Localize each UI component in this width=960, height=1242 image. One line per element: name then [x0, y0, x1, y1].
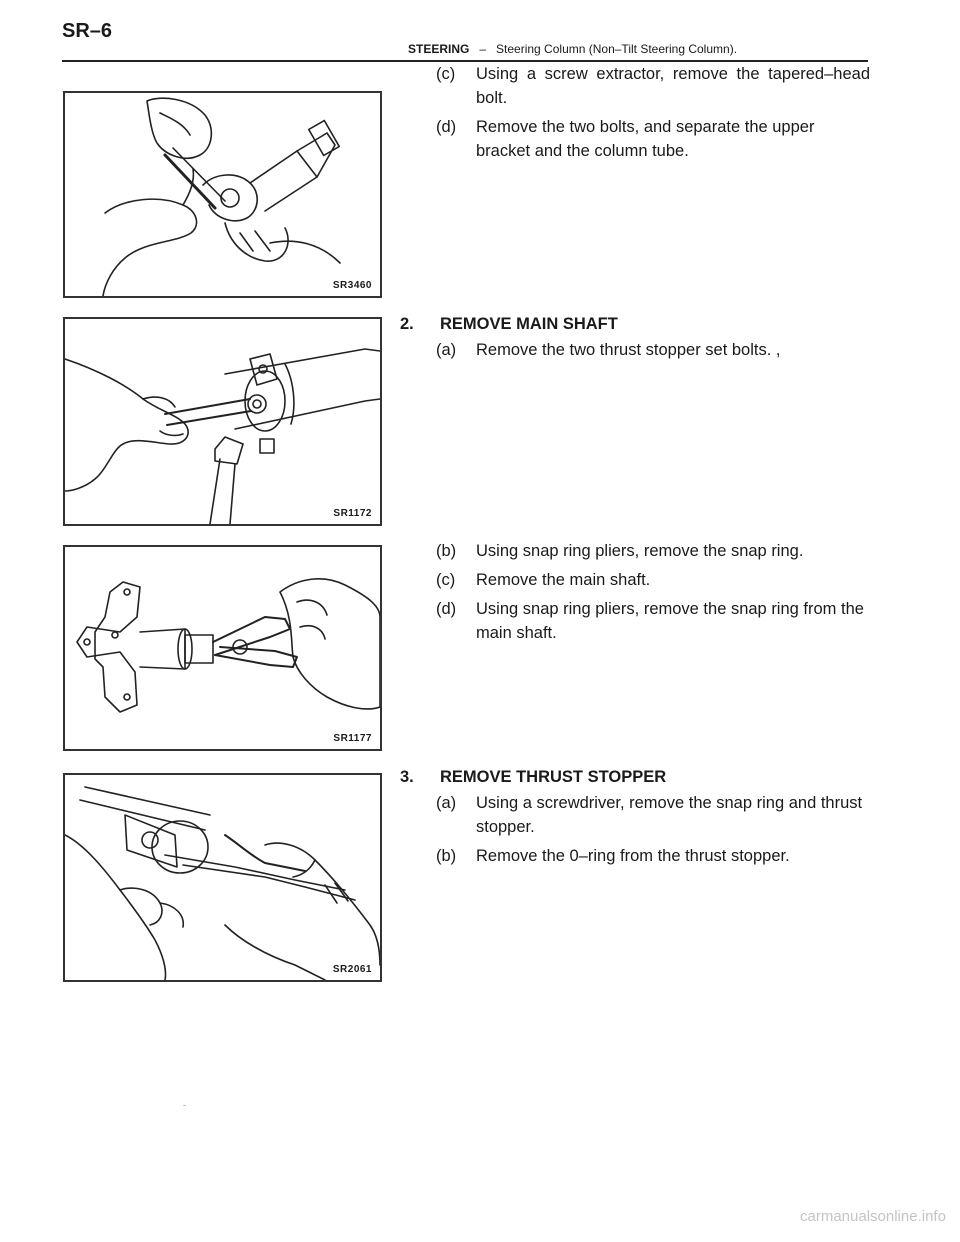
title-separator: – — [479, 42, 487, 56]
running-head — [408, 42, 737, 56]
heading-title: REMOVE THRUST STOPPER — [440, 768, 667, 786]
figure-2-code: SR1172 — [333, 508, 372, 519]
heading-title: REMOVE MAIN SHAFT — [440, 315, 618, 333]
figure-3-code: SR1177 — [333, 733, 372, 744]
step-label: (c) — [436, 65, 456, 83]
step-label: (a) — [436, 794, 457, 812]
figure-1-code: SR3460 — [332, 280, 372, 291]
step-label: (a) — [436, 341, 457, 359]
section-heading-remove-main-shaft — [398, 312, 870, 336]
subsection-title: Steering Column (Non–Tilt Steering Column). — [496, 42, 738, 56]
step-b-o-ring — [398, 844, 870, 868]
step-text: Remove the two bolts, and separate the upper bracket and the column tube. — [476, 118, 815, 160]
figure-2 — [63, 317, 382, 526]
figure-4-code: SR2061 — [332, 964, 372, 975]
section-heading-remove-thrust-stopper — [398, 765, 870, 789]
step-label: (c) — [436, 571, 456, 589]
page-code: SR–6 — [62, 20, 113, 42]
figure-1-illustration — [65, 93, 380, 296]
step-text: Using snap ring pliers, remove the snap ring. — [476, 542, 804, 560]
procedure-block-3 — [398, 539, 870, 650]
step-label: (d) — [436, 118, 457, 136]
step-d-snap-ring-shaft — [398, 597, 870, 645]
figure-1 — [63, 91, 382, 298]
figure-3-illustration — [65, 547, 380, 749]
heading-number: 3. — [400, 768, 414, 786]
step-a-screwdriver — [398, 791, 870, 839]
step-text: Remove the main shaft. — [476, 571, 651, 589]
figure-3 — [63, 545, 382, 751]
step-text: Remove the 0–ring from the thrust stopper. — [476, 847, 790, 865]
procedure-block-2 — [398, 312, 870, 367]
step-text: Remove the two thrust stopper set bolts. , — [476, 341, 781, 359]
stray-mark: - — [183, 1100, 186, 1110]
procedure-block-4 — [398, 765, 870, 873]
figure-4 — [63, 773, 382, 982]
step-c-main-shaft — [398, 568, 870, 592]
step-a-thrust-bolts — [398, 338, 870, 362]
figure-4-illustration — [65, 775, 380, 980]
step-text: Using a screwdriver, remove the snap ring and thrust stopper. — [476, 794, 863, 836]
step-label: (b) — [436, 847, 457, 865]
step-text: Using a screw extractor, remove the tapered–head bolt. — [476, 65, 870, 107]
procedure-block-1 — [398, 62, 870, 168]
footer-watermark: carmanualsonline.info — [800, 1208, 946, 1225]
section-title: STEERING — [408, 42, 470, 56]
step-label: (b) — [436, 542, 457, 560]
step-label: (d) — [436, 600, 457, 618]
step-text: Using snap ring pliers, remove the snap ring from the main shaft. — [476, 600, 864, 642]
step-d-bolts — [398, 115, 870, 163]
figure-2-illustration — [65, 319, 380, 524]
heading-number: 2. — [400, 315, 414, 333]
step-c-extractor — [398, 62, 870, 110]
step-b-snap-ring — [398, 539, 870, 563]
